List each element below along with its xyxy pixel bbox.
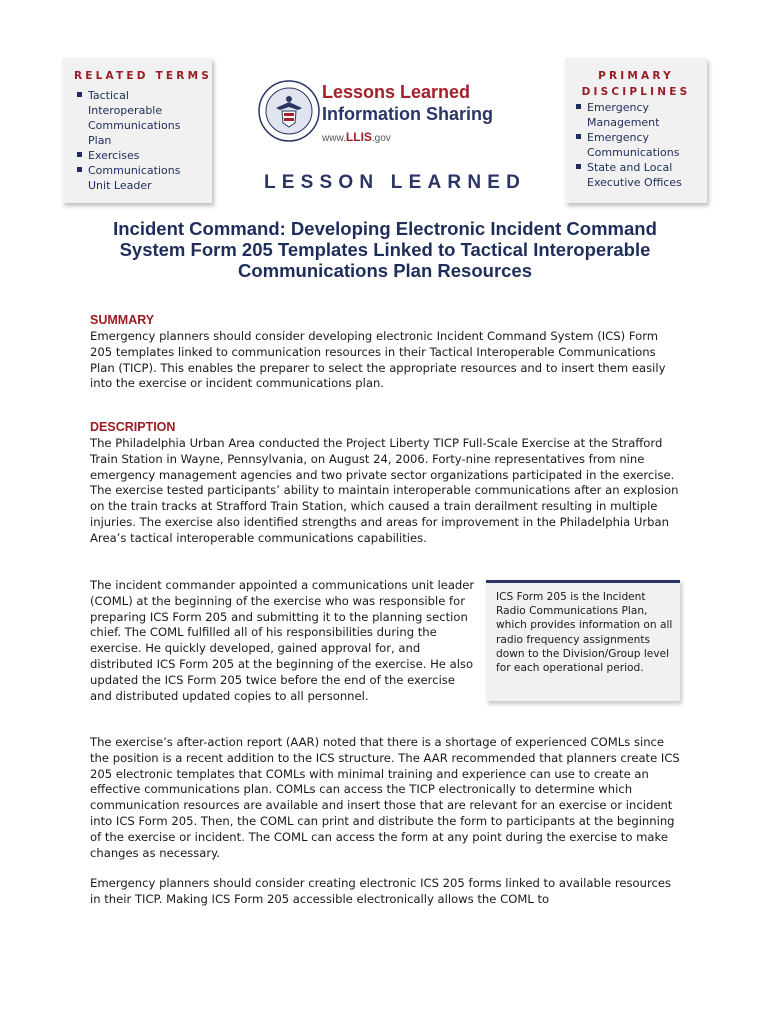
logo-url[interactable]: [322, 130, 391, 144]
callout-box: [486, 580, 680, 701]
logo-title-line2: Information Sharing: [322, 104, 493, 124]
dhs-seal-icon: [258, 80, 320, 142]
description-paragraph-2: The incident commander appointed a communications unit leader (COML) at the beginning of the exercise who was responsible for preparing ICS Form 205 and submitting it to the planning section chief. The COML fulfilled all of his responsibilities during the exercise. He quickly developed, gained approval for, and distributed ICS Form 205 at the beginning of the exercise. He also updated the ICS Form 205 twice before the end of the exercise and distributed updated copies to all personnel.: [90, 578, 475, 703]
primary-disciplines-list: [575, 100, 705, 190]
primary-disciplines-heading: PRIMARY DISCIPLINES: [581, 70, 691, 98]
discipline-item[interactable]: Emergency Management: [575, 100, 705, 130]
summary-text: Emergency planners should consider developing electronic Incident Command System (ICS) Form 205 templates linked to communication resources in their Tactical Interoperable Communications Plan (TICP). This enables the preparer to select the appropriate resources and to insert them easily into the exercise or incident communications plan.: [90, 329, 666, 391]
related-terms-heading: RELATED TERMS: [74, 70, 212, 82]
related-terms-list: [76, 88, 206, 193]
description-paragraph-4: Emergency planners should consider creating electronic ICS 205 forms linked to available resources in their TICP. Making ICS Form 205 accessible electronically allows the COML to: [90, 876, 672, 906]
discipline-item[interactable]: Emergency Communications: [575, 130, 705, 160]
document-title: Incident Command: Developing Electronic Incident Command System Form 205 Templates Linked to Tactical Interoperable Communications Plan Resources: [113, 218, 657, 281]
description-paragraph-3: The exercise’s after-action report (AAR) noted that there is a shortage of experienced COMLs since the position is a recent addition to the ICS structure. The AAR recommended that planners create ICS 205 electronic templates that COMLs with minimal training and experience can use to create an effective communications plan. COMLs can access the TICP electronically to determine which communication resources are available and insert those that are relevant for an exercise or incident into ICS Form 205. Then, the COML can print and distribute the form to participants at the beginning of the exercise or incident. The COML can access the form at any point during the exercise to make changes as necessary.: [90, 735, 680, 860]
logo-url-prefix: www.: [322, 133, 346, 144]
primary-disciplines-box: [565, 58, 707, 203]
callout-text: ICS Form 205 is the Incident Radio Communications Plan, which provides information on all radio frequency assignments down to the Division/Group level for each operational period.: [496, 591, 673, 675]
related-term-item[interactable]: Communications Unit Leader: [76, 163, 206, 193]
logo-url-suffix: .gov: [371, 133, 391, 144]
description-paragraph-1: The Philadelphia Urban Area conducted the Project Liberty TICP Full-Scale Exercise at the Strafford Train Station in Wayne, Pennsylvania, on August 24, 2006. Forty-nine representatives from nine emergency management agencies and two private sector organizations participated in the exercise. The exercise tested participants’ ability to maintain interoperable communications after an explosion on the train tracks at Strafford Train Station, which caused a train derailment resulting in multiple injuries. The exercise also identified strengths and areas for improvement in the Philadelphia Urban Area’s tactical interoperable communications capabilities.: [90, 436, 679, 545]
llis-logo: [258, 76, 508, 156]
related-term-item[interactable]: Tactical Interoperable Communications Plan: [76, 88, 206, 148]
description-heading: DESCRIPTION: [90, 420, 176, 434]
summary-heading: SUMMARY: [90, 313, 155, 327]
logo-title-line1: Lessons Learned: [322, 82, 471, 102]
related-terms-box: [62, 58, 212, 203]
logo-url-brand: LLIS: [345, 130, 372, 144]
lesson-learned-banner: LESSON LEARNED: [264, 172, 527, 193]
discipline-item[interactable]: State and Local Executive Offices: [575, 160, 705, 190]
related-term-item[interactable]: Exercises: [76, 148, 206, 163]
